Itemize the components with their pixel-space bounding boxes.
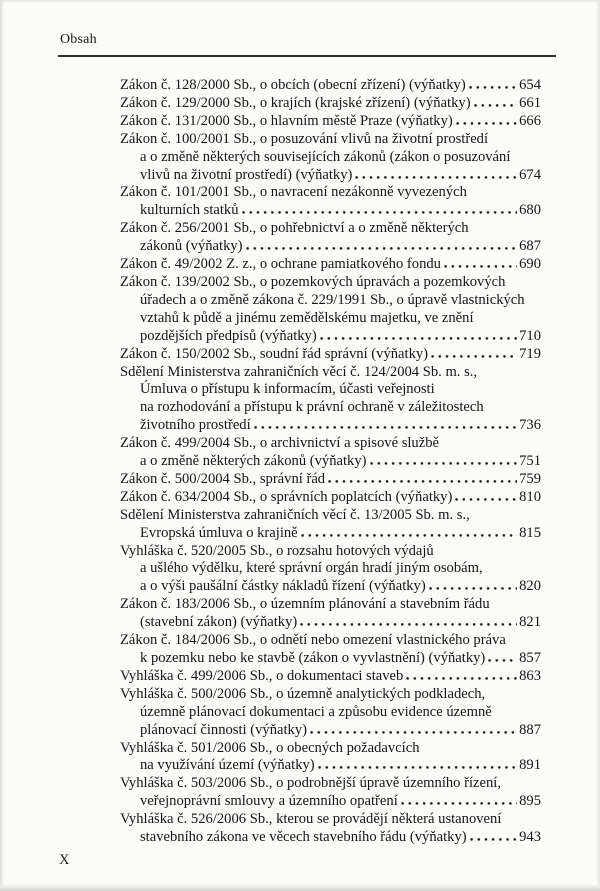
toc-entry-text: Zákon č. 128/2000 Sb., o obcích (obecní zřízení) (výňatky) (120, 77, 466, 93)
toc-entry (120, 668, 541, 686)
dot-leader (246, 246, 518, 250)
toc-line: na rozhodování a přístupu k právní ochraně v záležitostech (140, 399, 484, 416)
page-header-title: Obsah (60, 32, 97, 47)
toc-entry (120, 346, 541, 364)
toc-line: a o změně některých souvisejících zákonů (zákon o posuzování (140, 148, 511, 165)
toc-line: Vyhláška č. 500/2006 Sb., o územně analytických podkladech, (120, 685, 486, 702)
toc-entry (120, 435, 541, 471)
dot-leader (429, 586, 517, 590)
toc-entry (120, 811, 541, 847)
dot-leader (370, 461, 518, 465)
toc-line: Zákon č. 100/2001 Sb., o posuzování vlivů na životní prostředí (120, 130, 489, 147)
toc-entry-text: Zákon č. 150/2002 Sb., soudní řád správní (výňatky) (120, 345, 429, 362)
toc-entry-text: plánovací činnosti (výňatky) (140, 721, 307, 738)
toc-entry-text: stavebního zákona ve věcech stavebního řádu (výňatky) (140, 829, 467, 846)
toc-page-number: 887 (519, 721, 541, 738)
toc-page-number: 710 (519, 327, 541, 344)
dot-leader (470, 837, 517, 841)
toc-line: vztahů k půdě a jinému zemědělskému majetku, ve znění (140, 309, 474, 326)
scan-edge-top (0, 0, 600, 3)
toc-line (120, 417, 541, 435)
toc-entry-text: Zákon č. 131/2000 Sb., o hlavním městě Praze (výňatky) (120, 112, 453, 129)
toc-line (120, 757, 541, 775)
toc-entry (120, 113, 541, 131)
dot-leader (242, 210, 518, 214)
dot-leader (300, 622, 517, 626)
toc-entry-text: vlivů na životní prostředí) (výňatky) (140, 166, 353, 183)
toc-line (120, 328, 541, 346)
toc-entry-text: k pozemku nebo ke stavbě (zákon o vyvlastnění) (výňatky) (140, 650, 486, 666)
toc-page-number: 680 (519, 202, 541, 219)
toc-line (120, 578, 541, 596)
toc-page-number: 719 (519, 345, 541, 362)
toc-entry-text: kulturních statků (140, 202, 239, 219)
toc-entry-text: na využívání území (výňatky) (140, 757, 315, 774)
toc-page-number: 654 (519, 77, 541, 93)
toc-entry-text: veřejnoprávní smlouvy a územního opatření (140, 793, 398, 810)
toc-entry-text: zákonů (výňatky) (140, 238, 243, 255)
toc-line (120, 346, 541, 364)
scan-edge-left (0, 0, 4, 891)
toc-line: Zákon č. 139/2002 Sb., o pozemkových úpravách a pozemkových (120, 273, 506, 290)
toc-entry-text: Evropská úmluva o krajině (140, 524, 298, 541)
toc-page-number: 674 (519, 166, 541, 183)
toc-line (120, 113, 541, 131)
toc-line (120, 829, 541, 847)
toc-line: územně plánovací dokumentaci a způsobu evidence územně (140, 703, 492, 720)
header-rule (58, 55, 556, 57)
toc-line: a ušlého výdělku, které správní orgán hradí jiným osobám, (140, 560, 483, 577)
toc-entry (120, 740, 541, 776)
toc-line (120, 202, 541, 220)
toc-page-number: 751 (519, 453, 541, 470)
toc-line: Zákon č. 499/2004 Sb., o archivnictví a spisové službě (120, 435, 439, 452)
toc-line (120, 614, 541, 632)
toc-page-number: 863 (519, 667, 541, 684)
toc-line (120, 525, 541, 543)
toc-line: Vyhláška č. 520/2005 Sb., o rozsahu hotových výdajů (120, 542, 434, 559)
toc-entry (120, 95, 541, 113)
toc-entry (120, 632, 541, 668)
toc-entry-text: Zákon č. 49/2002 Z. z., o ochrane pamiatkového fondu (120, 256, 441, 273)
dot-leader (301, 533, 517, 537)
toc-entry (120, 489, 541, 507)
toc-page-number: 661 (519, 94, 541, 111)
toc-line (120, 256, 541, 274)
dot-leader (310, 730, 517, 734)
dot-leader (328, 479, 517, 483)
dot-leader (455, 497, 517, 501)
dot-leader (469, 85, 517, 89)
toc-entry-text: pozdějších předpisů (výňatky) (140, 327, 317, 344)
toc-entry-text: Zákon č. 500/2004 Sb., správní řád (120, 470, 326, 487)
dot-leader (320, 336, 517, 340)
toc-line: Úmluva o přístupu k informacím, účasti veřejnosti (140, 381, 435, 398)
toc-line: Vyhláška č. 503/2006 Sb., o podrobnější úpravě územního řízení, (120, 775, 501, 792)
toc-line: Vyhláška č. 501/2006 Sb., o obecných požadavcích (120, 739, 420, 756)
toc-page-number: 810 (519, 488, 541, 505)
scan-edge-right (596, 0, 600, 891)
toc-entry (120, 543, 541, 597)
toc-entry-text: a o změně některých zákonů (výňatky) (140, 453, 367, 470)
toc-line (120, 489, 541, 507)
toc-entry (120, 775, 541, 811)
toc-line (120, 471, 541, 489)
toc-line (120, 238, 541, 256)
toc-page-number: 690 (519, 256, 541, 273)
toc-page-number: 895 (519, 793, 541, 810)
toc-entry (120, 220, 541, 256)
toc-entry (120, 256, 541, 274)
toc-entry-text: a o výši paušální částky nákladů řízení (výňatky) (140, 578, 426, 595)
toc-page-number: 687 (519, 238, 541, 255)
toc-line: Zákon č. 256/2001 Sb., o pohřebnictví a o změně některých (120, 220, 469, 237)
toc-page-number: 759 (519, 470, 541, 487)
dot-leader (254, 425, 517, 429)
toc-entry (120, 471, 541, 489)
toc-page-number: 815 (519, 524, 541, 541)
dot-leader (401, 801, 517, 805)
dot-leader (488, 658, 517, 662)
toc-page-number: 666 (519, 112, 541, 129)
dot-leader (355, 175, 517, 179)
toc-entry (120, 131, 541, 185)
toc-entry (120, 686, 541, 740)
toc-entry (120, 364, 541, 436)
toc-line (120, 668, 541, 686)
toc-line: Sdělení Ministerstva zahraničních věcí č. 124/2004 Sb. m. s., (120, 363, 478, 380)
dot-leader (406, 676, 517, 680)
footer-page-number: X (59, 852, 70, 868)
toc-entry-text: životního prostředí (140, 417, 251, 434)
toc-line (120, 77, 541, 95)
toc-entry-text: Zákon č. 129/2000 Sb., o krajích (krajské zřízení) (výňatky) (120, 94, 471, 111)
toc-line: Zákon č. 184/2006 Sb., o odnětí nebo omezení vlastnického práva (120, 632, 506, 649)
dot-leader (456, 121, 517, 125)
toc-line: úřadech a o změně zákona č. 229/1991 Sb., o úpravě vlastnických (140, 291, 525, 308)
toc-line: Zákon č. 101/2001 Sb., o navracení nezákonně vyvezených (120, 184, 467, 201)
toc-page-number: 820 (519, 578, 541, 595)
toc-line (120, 167, 541, 185)
toc-page-number: 821 (519, 614, 541, 631)
toc-entry (120, 274, 541, 346)
toc-line: Vyhláška č. 526/2006 Sb., kterou se provádějí některá ustanovení (120, 811, 502, 828)
toc-page-number: 736 (519, 417, 541, 434)
toc-entry-text: (stavební zákon) (výňatky) (140, 614, 298, 631)
toc-list (120, 77, 541, 847)
toc-line: Sdělení Ministerstva zahraničních věcí č. 13/2005 Sb. m. s., (120, 506, 470, 523)
toc-line (120, 793, 541, 811)
toc-entry (120, 596, 541, 632)
dot-leader (318, 765, 517, 769)
toc-entry-text: Vyhláška č. 499/2006 Sb., o dokumentaci staveb (120, 667, 404, 684)
toc-line (120, 453, 541, 471)
toc-entry (120, 77, 541, 95)
toc-line: Zákon č. 183/2006 Sb., o územním plánování a stavebním řádu (120, 596, 490, 613)
toc-entry (120, 184, 541, 220)
dot-leader (474, 103, 518, 107)
toc-page-number: 857 (519, 650, 541, 666)
toc-line (120, 722, 541, 740)
scan-edge-bottom (0, 884, 600, 891)
toc-page-number: 943 (519, 829, 541, 846)
toc-page-number: 891 (519, 757, 541, 774)
toc-entry-text: Zákon č. 634/2004 Sb., o správních poplatcích (výňatky) (120, 488, 453, 505)
dot-leader (431, 354, 517, 358)
dot-leader (444, 264, 517, 268)
toc-line (120, 95, 541, 113)
toc-line (120, 650, 541, 668)
toc-entry (120, 507, 541, 543)
